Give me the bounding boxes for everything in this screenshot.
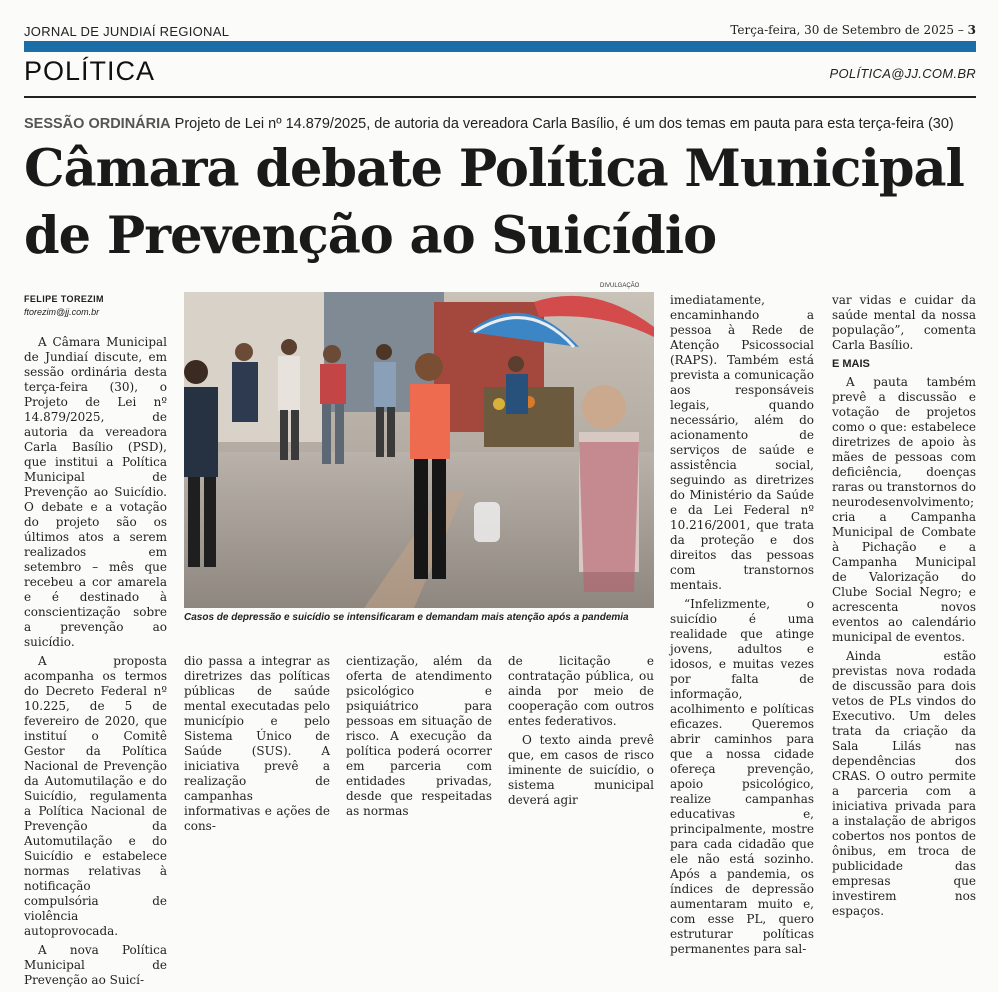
paragraph: A proposta acompanha os termos do Decreto Federal nº 10.225, de 5 de fevereiro de 2020, que instituí o Comitê Gestor da Política Nacional de Prevenção da Automutilação e do Suicídio, regulamenta a Política Nacional de Prevenção da Automutilação e do Suicídio e estabelece normas relativas à notificação compulsória de violência autoprovocada. [24,654,167,938]
section-title: POLÍTICA [24,56,156,86]
street-crowd-image [184,292,654,608]
accent-bar [24,41,976,52]
paragraph: Ainda estão previstas nova rodada de discussão para dois vetos de PLs vindos do Executivo. Um deles trata da criação da Sala Lilás nas dependências dos CRAS. O outro permite a parceria com a iniciativa privada para a instalação de abrigos cobertos nos pontos de ônibus, em troca de publicidade das empresas que investirem nos espaços. [832,649,976,918]
section-rule [24,96,976,98]
headline-line-1: Câmara debate Política Municipal [24,139,964,199]
column-5 [670,293,814,961]
photo-credit: DIVULGAÇÃO [600,283,640,289]
photo-caption: Casos de depressão e suicídio se intensificaram e demandam mais atenção após a pandemia [184,612,629,623]
column-4 [508,654,654,812]
paragraph: “Infelizmente, o suicídio é uma realidade que atinge jovens, adultos e idosos, e muitas vezes por falta de informação, acolhimento e políticas eficazes. Queremos abrir caminhos para que a nossa cidade ofereça prevenção, apoio psicológico, realize campanhas educativas e, principalmente, mostre para cada cidadão que ele não está sozinho. Após a pandemia, os índices de depressão aumentaram muito e, com esse PL, quero estruturar políticas permanentes para sal- [670,597,814,956]
author-email[interactable]: ftorezim@jj.com.br [24,307,100,317]
article-photo [184,292,654,608]
column-1 [24,335,167,992]
subhead: E MAIS [832,358,870,370]
paragraph: A Câmara Municipal de Jundiaí discute, em sessão ordinária desta terça-feira (30), o Projeto de Lei nº 14.879/2025, de autoria da vereadora Carla Basílio (PSD), que institui a Política Municipal de Prevenção ao Suicídio. O debate e a votação do projeto são os últimos atos a serem realizados em setembro – mês que recebeu a cor amarela e é destinado à conscientização sobre a prevenção ao suicídio. [24,335,167,649]
issue-date: Terça-feira, 30 de Setembro de 2025 [730,23,954,37]
headline-line-2: de Prevenção ao Suicídio [24,206,717,266]
paragraph: A nova Política Municipal de Prevenção ao Suicí- [24,943,167,987]
paragraph: cientização, além da oferta de atendimento psicológico e psiquiátrico para pessoas em situação de risco. A execução da política poderá ocorrer em parceria com entidades privadas, desde que respeitadas as normas [346,654,492,818]
issue-date-line: Terça-feira, 30 de Setembro de 2025 – 3 [730,23,976,37]
paragraph: de licitação e contratação pública, ou ainda por meio de cooperação com outros entes federativos. [508,654,654,728]
paragraph: imediatamente, encaminhando a pessoa à Rede de Atenção Psicossocial (RAPS). Também está prevista a comunicação aos responsáveis legais, quando necessário, além do acionamento de serviços de saúde e assistência social, seguindo as diretrizes do Ministério da Saúde e da Lei Federal nº 10.216/2001, que trata da proteção e dos direitos das pessoas com transtornos mentais. [670,293,814,592]
author-name: FELIPE TOREZIM [24,294,104,304]
paragraph: var vidas e cuidar da saúde mental da nossa população”, comenta Carla Basílio. [832,293,976,352]
column-6 [832,293,976,923]
kicker [24,116,954,132]
kicker-text: Projeto de Lei nº 14.879/2025, de autoria da vereadora Carla Basílio, é um dos temas em pauta para esta terça-feira (30) [174,116,954,132]
column-2 [184,654,330,838]
publication-name: JORNAL DE JUNDIAÍ REGIONAL [24,24,230,39]
page-number: 3 [967,23,976,37]
section-email[interactable]: POLÍTICA@JJ.COM.BR [829,66,976,81]
headline [24,136,984,270]
kicker-label: SESSÃO ORDINÁRIA [24,116,171,132]
paragraph: O texto ainda prevê que, em casos de risco iminente de suicídio, o sistema municipal deverá agir [508,733,654,807]
column-3 [346,654,492,823]
paragraph: A pauta também prevê a discussão e votação de projetos como o que: estabelece diretrizes de apoio às mães de pessoas com deficiência, doenças raras ou transtornos do neurodesenvolvimento; cria a Campanha Municipal de Combate à Pichação e a Campanha Municipal de Valorização do Clube Social Negro; e acrescenta novos eventos ao calendário municipal de eventos. [832,375,976,644]
paragraph: dio passa a integrar as diretrizes das políticas públicas de saúde mental executadas pelo município e pelo Sistema Único de Saúde (SUS). A iniciativa prevê a realização de campanhas informativas e ações de cons- [184,654,330,833]
